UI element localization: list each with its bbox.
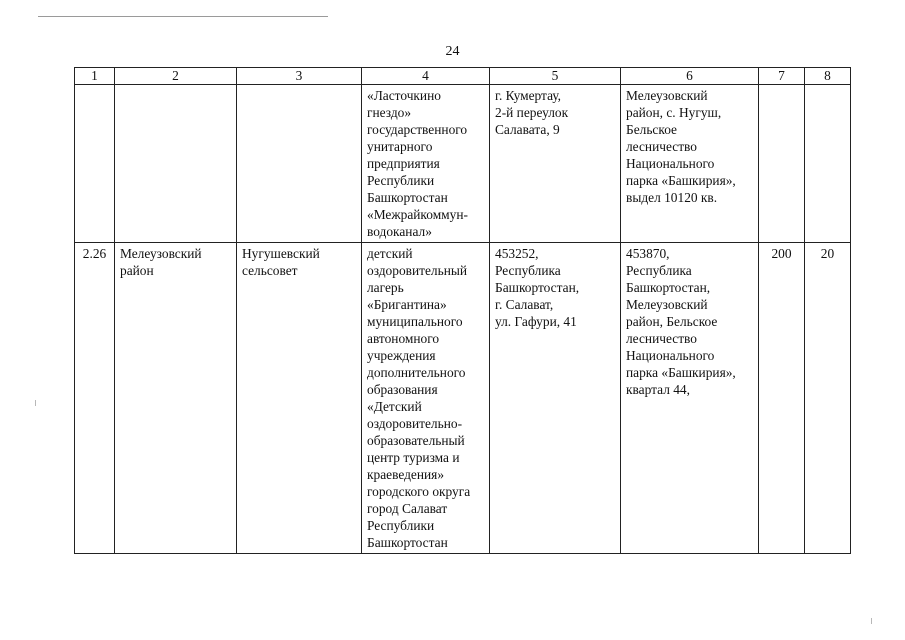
column-header: 4 — [362, 68, 490, 85]
page-number: 24 — [445, 44, 460, 59]
cell-settlement: Нугушевский сельсовет — [237, 243, 362, 554]
column-header: 8 — [805, 68, 851, 85]
cell-location-address: Мелеузовский район, с. Нугуш, Бельское лесничество Национального парка «Башкирия», выдел 10120 кв. — [621, 85, 759, 243]
column-header: 7 — [759, 68, 805, 85]
cell-organization: детский оздоровительный лагерь «Бригантина» муниципального автономного учреждения дополнительного образования «Детский оздоровительно- образовательный центр туризма и краеведения» городского округа город Салават Республики Башкортостан — [362, 243, 490, 554]
column-header: 2 — [115, 68, 237, 85]
cell-value-7: 200 — [759, 243, 805, 554]
cell-location-address: 453870, Республика Башкортостан, Мелеузовский район, Бельское лесничество Национального парка «Башкирия», квартал 44, — [621, 243, 759, 554]
cell-number — [75, 85, 115, 243]
scan-mark — [35, 400, 36, 406]
cell-number: 2.26 — [75, 243, 115, 554]
cell-value-8 — [805, 85, 851, 243]
column-header: 1 — [75, 68, 115, 85]
cell-value-7 — [759, 85, 805, 243]
column-header: 6 — [621, 68, 759, 85]
cell-district — [115, 85, 237, 243]
cell-settlement — [237, 85, 362, 243]
data-table — [74, 67, 851, 554]
column-header: 3 — [237, 68, 362, 85]
header-row — [75, 68, 851, 85]
cell-organization: «Ласточкино гнездо» государственного унитарного предприятия Республики Башкортостан «Межрайкоммун- водоканал» — [362, 85, 490, 243]
table-row — [75, 243, 851, 554]
cell-district: Мелеузовский район — [115, 243, 237, 554]
top-rule — [38, 16, 328, 17]
cell-legal-address: 453252, Республика Башкортостан, г. Салават, ул. Гафури, 41 — [490, 243, 621, 554]
scan-mark — [871, 618, 872, 624]
table-row — [75, 85, 851, 243]
cell-value-8: 20 — [805, 243, 851, 554]
column-header: 5 — [490, 68, 621, 85]
cell-legal-address: г. Кумертау, 2-й переулок Салавата, 9 — [490, 85, 621, 243]
